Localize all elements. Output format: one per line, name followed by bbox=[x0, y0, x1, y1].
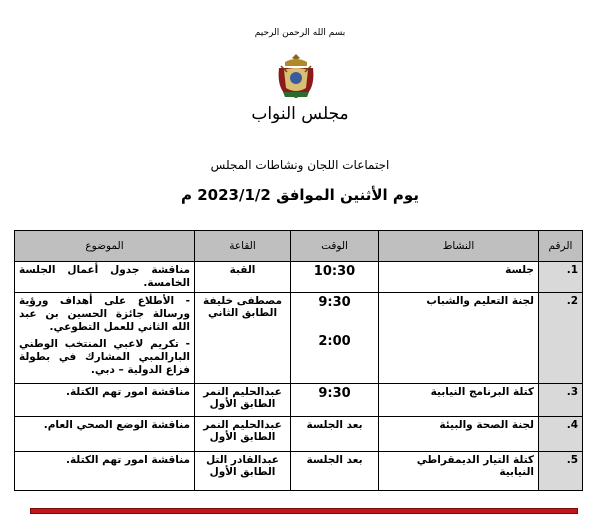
hall-cell: عبدالحليم النمر الطابق الأول bbox=[195, 384, 291, 417]
jordan-coat-of-arms-icon bbox=[273, 52, 319, 100]
row-number: 4. bbox=[539, 417, 583, 452]
organization-name: مجلس النواب bbox=[251, 104, 349, 124]
subject-cell: مناقشة امور تهم الكتلة. bbox=[15, 452, 195, 491]
table-header-row bbox=[15, 231, 583, 262]
row-number: 2. bbox=[539, 293, 583, 384]
subject-cell: مناقشة جدول أعمال الجلسة الخامسة. bbox=[15, 262, 195, 293]
date-line: يوم الأثنين الموافق 2023/1/2 م bbox=[181, 186, 419, 204]
time-cell: 9:30 bbox=[291, 384, 379, 417]
column-header-activity: النشاط bbox=[379, 231, 539, 262]
activity-cell: جلسة bbox=[379, 262, 539, 293]
activity-cell: كتلة البرنامج النيابية bbox=[379, 384, 539, 417]
subject-cell bbox=[15, 293, 195, 384]
time-value-first: 9:30 bbox=[318, 295, 351, 310]
row-number: 5. bbox=[539, 452, 583, 491]
column-header-hall: القاعة bbox=[195, 231, 291, 262]
page-heading: اجتماعات اللجان ونشاطات المجلس bbox=[210, 158, 390, 172]
table-row bbox=[15, 262, 583, 293]
hall-cell: القبة bbox=[195, 262, 291, 293]
activity-cell: لجنة الصحة والبيئة bbox=[379, 417, 539, 452]
time-cell bbox=[291, 293, 379, 384]
basmala: بسم الله الرحمن الرحيم bbox=[254, 28, 346, 38]
time-cell: بعد الجلسة bbox=[291, 452, 379, 491]
row-number: 1. bbox=[539, 262, 583, 293]
table-row bbox=[15, 293, 583, 384]
subject-cell: مناقشة امور تهم الكتلة. bbox=[15, 384, 195, 417]
column-header-subject: الموضوع bbox=[15, 231, 195, 262]
hall-cell: عبدالقادر التل الطابق الأول bbox=[195, 452, 291, 491]
activity-cell: كتلة التيار الديمقراطي النيابية bbox=[379, 452, 539, 491]
hall-cell: مصطفى خليفة الطابق الثاني bbox=[195, 293, 291, 384]
time-cell: بعد الجلسة bbox=[291, 417, 379, 452]
column-header-time: الوقت bbox=[291, 231, 379, 262]
column-header-number: الرقم bbox=[539, 231, 583, 262]
table-row bbox=[15, 384, 583, 417]
subject-cell: مناقشة الوضع الصحي العام. bbox=[15, 417, 195, 452]
subject-item-second: - تكريم لاعبي المنتخب الوطني البارالمبي المشارك في بطولة فزاع الدولية – دبي. bbox=[19, 338, 190, 376]
time-value-second: 2:00 bbox=[318, 334, 351, 349]
hall-cell: عبدالحليم النمر الطابق الأول bbox=[195, 417, 291, 452]
schedule-table bbox=[14, 230, 583, 491]
footer-divider bbox=[30, 508, 578, 514]
table-row bbox=[15, 417, 583, 452]
subject-item-first: - الأطلاع على أهداف ورؤية ورسالة جائزة الحسين بن عبد الله الثاني للعمل التطوعي. bbox=[19, 295, 190, 333]
table-row bbox=[15, 452, 583, 491]
time-cell: 10:30 bbox=[291, 262, 379, 293]
activity-cell: لجنة التعليم والشباب bbox=[379, 293, 539, 384]
row-number: 3. bbox=[539, 384, 583, 417]
